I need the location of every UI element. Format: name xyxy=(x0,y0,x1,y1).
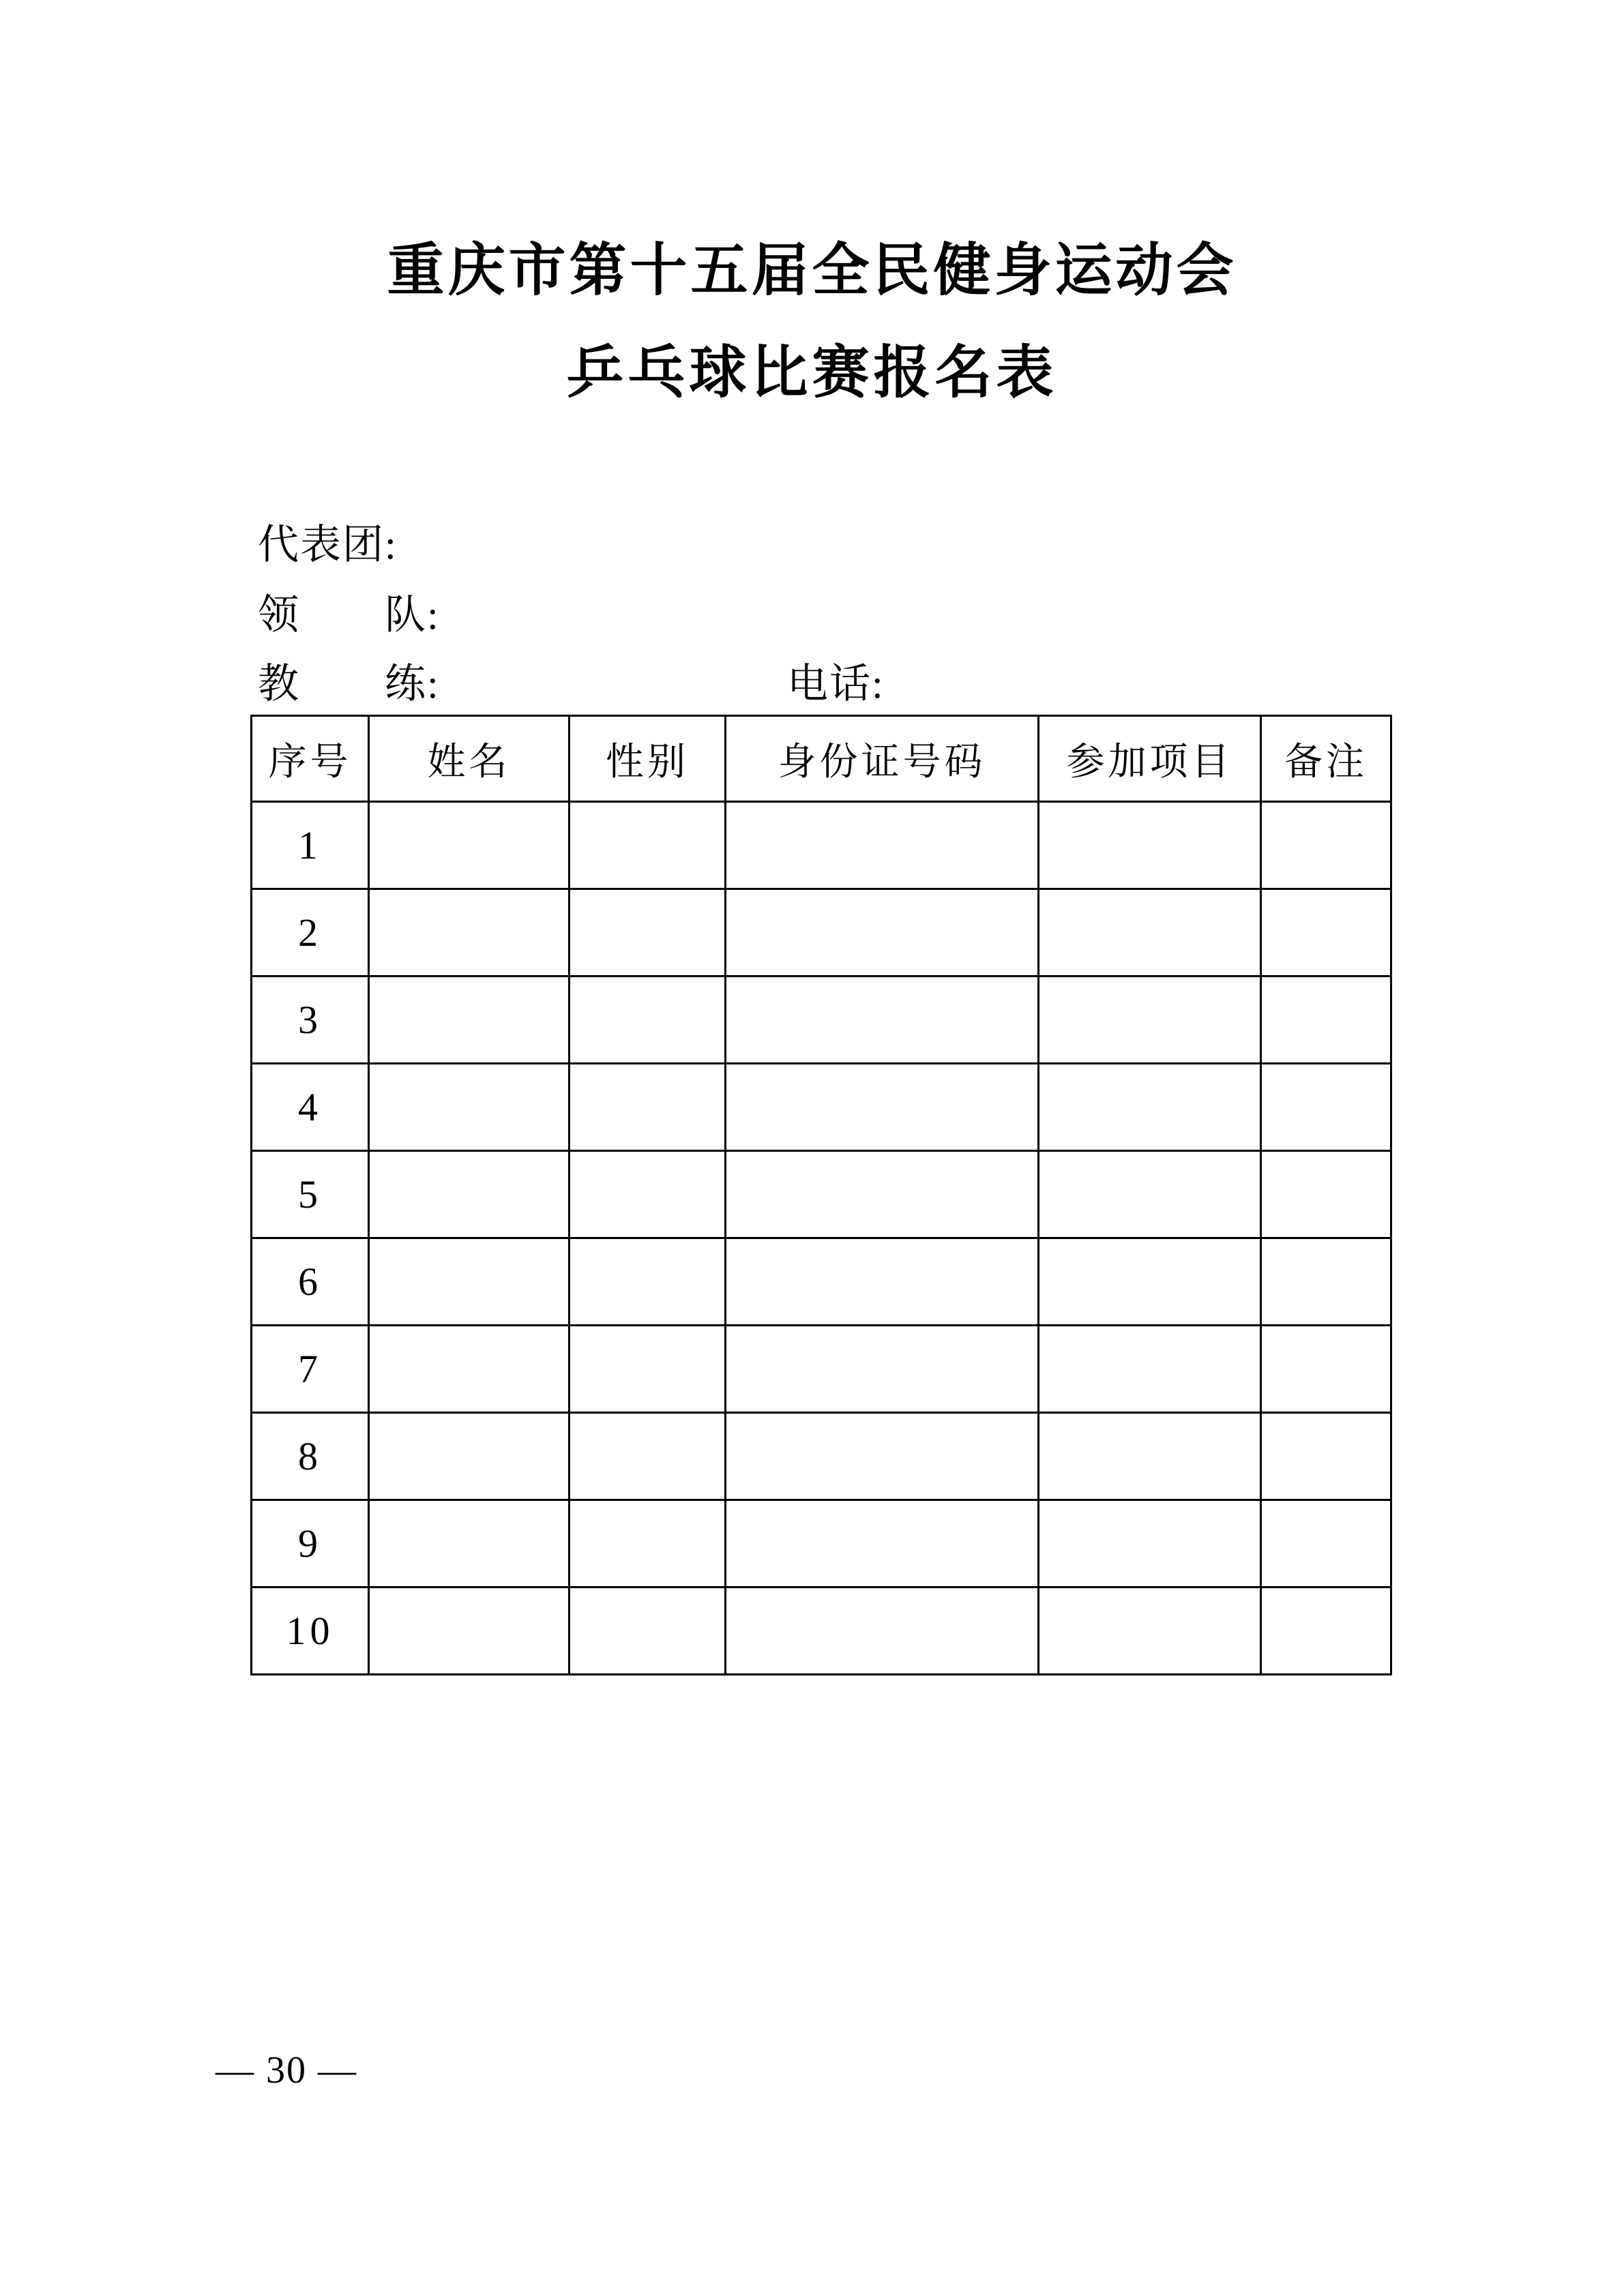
col-header-number: 序号 xyxy=(252,716,369,802)
delegation-field-label: 代表团: xyxy=(258,522,398,567)
id-number-cell xyxy=(726,889,1039,976)
gender-cell xyxy=(570,976,726,1064)
table-row xyxy=(252,1413,1391,1500)
row-number-cell: 1 xyxy=(252,802,369,889)
gender-cell xyxy=(570,1413,726,1500)
remarks-cell xyxy=(1261,1326,1391,1413)
phone-field-label: 电话: xyxy=(787,661,885,706)
events-cell xyxy=(1039,1413,1261,1500)
remarks-cell xyxy=(1261,1413,1391,1500)
events-cell xyxy=(1039,1238,1261,1326)
name-cell xyxy=(369,1587,570,1675)
table-row xyxy=(252,976,1391,1064)
table-header-row xyxy=(252,716,1391,802)
events-cell xyxy=(1039,1326,1261,1413)
table-row xyxy=(252,1151,1391,1238)
id-number-cell xyxy=(726,1151,1039,1238)
row-number-cell: 7 xyxy=(252,1326,369,1413)
gender-cell xyxy=(570,1064,726,1151)
remarks-cell xyxy=(1261,1587,1391,1675)
name-cell xyxy=(369,976,570,1064)
remarks-cell xyxy=(1261,802,1391,889)
name-cell xyxy=(369,1238,570,1326)
events-cell xyxy=(1039,1500,1261,1587)
table-row xyxy=(252,889,1391,976)
row-number-cell: 6 xyxy=(252,1238,369,1326)
gender-cell xyxy=(570,889,726,976)
table-row xyxy=(252,802,1391,889)
id-number-cell xyxy=(726,802,1039,889)
id-number-cell xyxy=(726,1064,1039,1151)
id-number-cell xyxy=(726,1326,1039,1413)
name-cell xyxy=(369,1326,570,1413)
table-row xyxy=(252,1238,1391,1326)
remarks-cell xyxy=(1261,1500,1391,1587)
remarks-cell xyxy=(1261,976,1391,1064)
row-number-cell: 3 xyxy=(252,976,369,1064)
id-number-cell xyxy=(726,976,1039,1064)
remarks-cell xyxy=(1261,889,1391,976)
row-number-cell: 9 xyxy=(252,1500,369,1587)
table-row xyxy=(252,1500,1391,1587)
events-cell xyxy=(1039,889,1261,976)
gender-cell xyxy=(570,1326,726,1413)
row-number-cell: 4 xyxy=(252,1064,369,1151)
table-row xyxy=(252,1326,1391,1413)
page-number: — 30 — xyxy=(216,2049,357,2091)
gender-cell xyxy=(570,1151,726,1238)
row-number-cell: 5 xyxy=(252,1151,369,1238)
name-cell xyxy=(369,1151,570,1238)
gender-cell xyxy=(570,1238,726,1326)
events-cell xyxy=(1039,1064,1261,1151)
team-leader-field-label: 领 队: xyxy=(258,593,440,638)
name-cell xyxy=(369,1064,570,1151)
document-title-line2: 乒乓球比赛报名表 xyxy=(566,342,1058,405)
name-cell xyxy=(369,1500,570,1587)
events-cell xyxy=(1039,1587,1261,1675)
remarks-cell xyxy=(1261,1151,1391,1238)
events-cell xyxy=(1039,1151,1261,1238)
name-cell xyxy=(369,889,570,976)
id-number-cell xyxy=(726,1238,1039,1326)
id-number-cell xyxy=(726,1413,1039,1500)
document-title-line1: 重庆市第十五届全民健身运动会 xyxy=(387,239,1237,303)
gender-cell xyxy=(570,1500,726,1587)
row-number-cell: 8 xyxy=(252,1413,369,1500)
events-cell xyxy=(1039,976,1261,1064)
coach-field-label: 教 练: xyxy=(258,661,440,706)
id-number-cell xyxy=(726,1500,1039,1587)
col-header-remarks: 备注 xyxy=(1261,716,1391,802)
col-header-id-number: 身份证号码 xyxy=(726,716,1039,802)
gender-cell xyxy=(570,802,726,889)
row-number-cell: 2 xyxy=(252,889,369,976)
col-header-name: 姓名 xyxy=(369,716,570,802)
col-header-gender: 性别 xyxy=(570,716,726,802)
remarks-cell xyxy=(1261,1238,1391,1326)
table-row xyxy=(252,1587,1391,1675)
col-header-events: 参加项目 xyxy=(1039,716,1261,802)
remarks-cell xyxy=(1261,1064,1391,1151)
events-cell xyxy=(1039,802,1261,889)
registration-table xyxy=(250,715,1392,1675)
id-number-cell xyxy=(726,1587,1039,1675)
table-row xyxy=(252,1064,1391,1151)
row-number-cell: 10 xyxy=(252,1587,369,1675)
name-cell xyxy=(369,1413,570,1500)
name-cell xyxy=(369,802,570,889)
gender-cell xyxy=(570,1587,726,1675)
